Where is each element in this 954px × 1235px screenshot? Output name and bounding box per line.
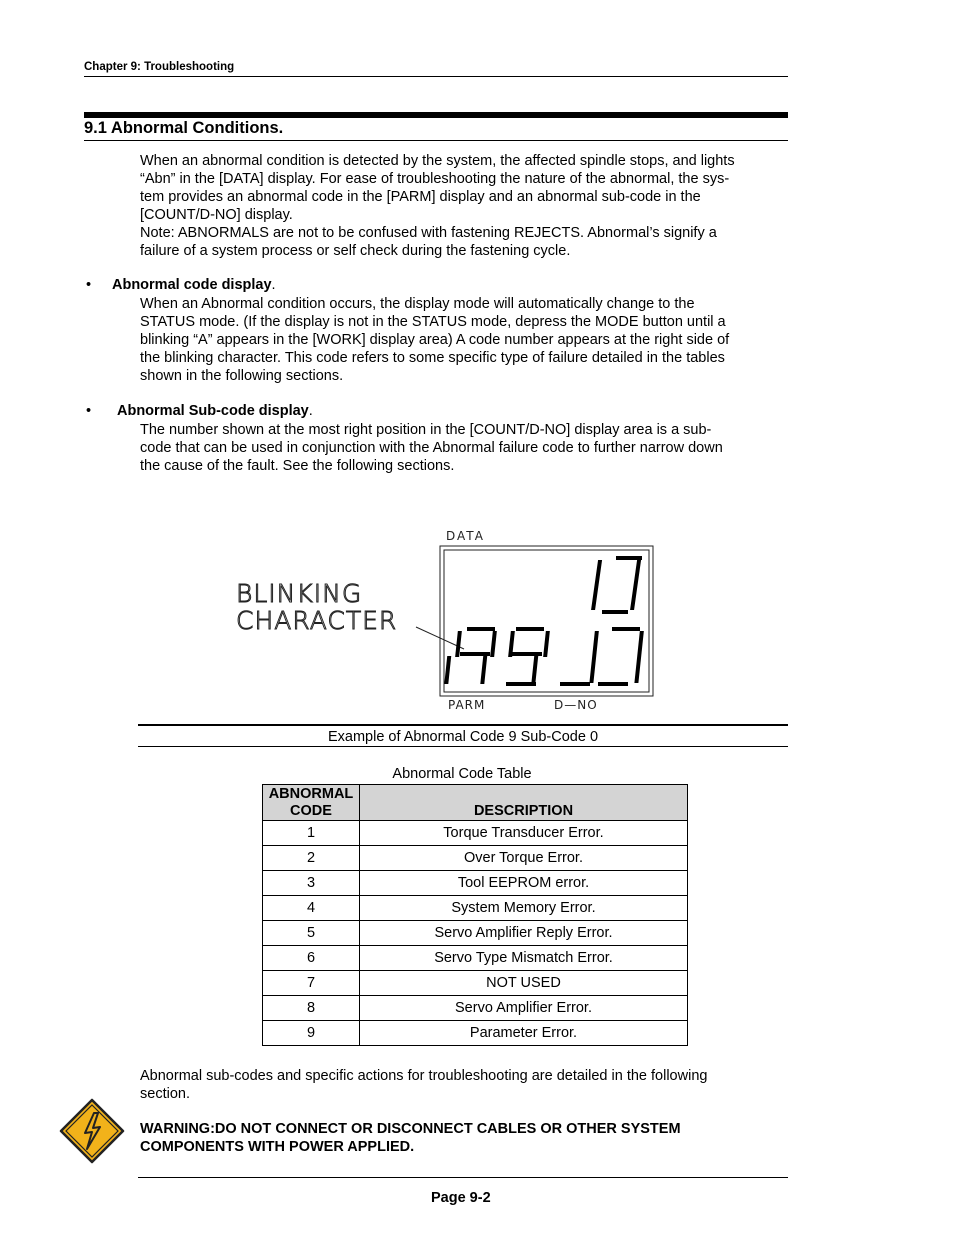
desc-cell: Tool EEPROM error. xyxy=(360,871,688,896)
warning-line: COMPONENTS WITH POWER APPLIED. xyxy=(140,1139,415,1155)
desc-cell: Servo Amplifier Error. xyxy=(360,996,688,1021)
desc-cell: Over Torque Error. xyxy=(360,846,688,871)
display-inner-frame xyxy=(444,550,649,692)
bullet-line: blinking “A” appears in the [WORK] display area) A code number appears at the right side of xyxy=(140,332,730,348)
blinking-label-line2: CHARACTER xyxy=(236,606,398,635)
header-description xyxy=(360,785,688,821)
table-row xyxy=(263,821,688,846)
closing-line: Abnormal sub-codes and specific actions for troubleshooting are detailed in the following xyxy=(140,1068,708,1084)
code-cell: 4 xyxy=(263,896,360,921)
dno-label: D—NO xyxy=(554,698,598,712)
display-figure xyxy=(230,525,660,715)
page-number: Page 9-2 xyxy=(431,1190,491,1206)
display-outer-frame xyxy=(440,546,653,696)
chapter-header: Chapter 9: Troubleshooting xyxy=(84,61,235,73)
parm-label: PARM xyxy=(448,698,486,712)
closing-paragraph xyxy=(140,1067,790,1103)
table-title: Abnormal Code Table xyxy=(392,766,532,782)
bullet-line: code that can be used in conjunction with the Abnormal failure code to further narrow down xyxy=(140,440,723,456)
intro-line: failure of a system process or self check during the fastening cycle. xyxy=(140,243,571,259)
figure-caption: Example of Abnormal Code 9 Sub-Code 0 xyxy=(327,729,599,745)
desc-cell: Servo Amplifier Reply Error. xyxy=(360,921,688,946)
warning-text xyxy=(140,1120,790,1156)
section-top-bar xyxy=(84,112,788,118)
table-row xyxy=(263,1021,688,1046)
bullet-abnormal-code: Abnormal code display. xyxy=(112,277,276,293)
bullet-line: the cause of the fault. See the following sections. xyxy=(140,458,455,474)
caption-top-rule xyxy=(138,724,788,726)
data-digit-0 xyxy=(591,556,642,614)
bullet-abnormal-subcode: Abnormal Sub-code display. xyxy=(117,403,313,419)
bullet-heading: Abnormal code display xyxy=(112,277,272,293)
code-cell: 7 xyxy=(263,971,360,996)
intro-paragraph xyxy=(140,152,790,260)
intro-line: tem provides an abnormal code in the [PARM] display and an abnormal sub-code in the xyxy=(140,189,701,205)
high-voltage-warning-icon xyxy=(58,1097,126,1165)
desc-cell: NOT USED xyxy=(360,971,688,996)
footer-rule xyxy=(138,1177,788,1178)
code-cell: 8 xyxy=(263,996,360,1021)
bullet-abnormal-code-body xyxy=(140,295,790,385)
code-cell: 5 xyxy=(263,921,360,946)
bullet-heading: Abnormal Sub-code display xyxy=(117,403,309,419)
header-code-line: CODE xyxy=(290,802,332,819)
bullet-line: shown in the following sections. xyxy=(140,368,344,384)
header-code xyxy=(263,785,360,821)
bullet-abnormal-subcode-body xyxy=(140,421,790,475)
intro-line: When an abnormal condition is detected by the system, the affected spindle stops, and lights xyxy=(140,153,735,169)
desc-cell: Servo Type Mismatch Error. xyxy=(360,946,688,971)
desc-cell: Parameter Error. xyxy=(360,1021,688,1046)
desc-cell: System Memory Error. xyxy=(360,896,688,921)
warning-line: WARNING:DO NOT CONNECT OR DISCONNECT CABLES OR OTHER SYSTEM xyxy=(140,1121,681,1137)
bullet-line: STATUS mode. (If the display is not in the STATUS mode, depress the MODE button until a xyxy=(140,314,726,330)
table-row xyxy=(263,846,688,871)
closing-line: section. xyxy=(140,1086,190,1102)
intro-line: “Abn” in the [DATA] display. For ease of troubleshooting the nature of the abnormal, the sys- xyxy=(140,171,730,187)
intro-line: Note: ABNORMALS are not to be confused with fastening REJECTS. Abnormal’s signify a xyxy=(140,225,717,241)
parm-underscore xyxy=(560,682,590,686)
section-underline xyxy=(84,140,788,141)
code-cell: 3 xyxy=(263,871,360,896)
table-row xyxy=(263,921,688,946)
data-label: DATA xyxy=(446,529,485,543)
desc-cell: Torque Transducer Error. xyxy=(360,821,688,846)
bullet-line: the blinking character. This code refers to some specific type of failure detailed in the tables xyxy=(140,350,725,366)
code-cell: 1 xyxy=(263,821,360,846)
header-description-text: DESCRIPTION xyxy=(473,803,574,819)
code-cell: 2 xyxy=(263,846,360,871)
intro-line: [COUNT/D-NO] display. xyxy=(140,207,293,223)
caption-bottom-rule xyxy=(138,746,788,747)
parm-code-9 xyxy=(506,627,550,686)
code-cell: 9 xyxy=(263,1021,360,1046)
bullet-dot: • xyxy=(86,403,92,419)
table-row xyxy=(263,946,688,971)
blinking-label-line1: BLINKING xyxy=(236,579,363,608)
table-row xyxy=(263,896,688,921)
table-header-row xyxy=(263,785,688,821)
bullet-line: The number shown at the most right position in the [COUNT/D-NO] display area is a sub- xyxy=(140,422,712,438)
code-cell: 6 xyxy=(263,946,360,971)
bullet-dot: • xyxy=(86,277,92,293)
section-title: 9.1 Abnormal Conditions. xyxy=(84,119,284,137)
table-row xyxy=(263,971,688,996)
table-row xyxy=(263,871,688,896)
header-code-line: ABNORMAL xyxy=(268,785,354,802)
bullet-line: When an Abnormal condition occurs, the display mode will automatically change to the xyxy=(140,296,695,312)
dno-digit-0 xyxy=(589,627,643,686)
header-rule xyxy=(84,76,788,77)
parm-blinking-a xyxy=(444,627,497,684)
table-row xyxy=(263,996,688,1021)
abnormal-code-table xyxy=(262,784,688,1046)
